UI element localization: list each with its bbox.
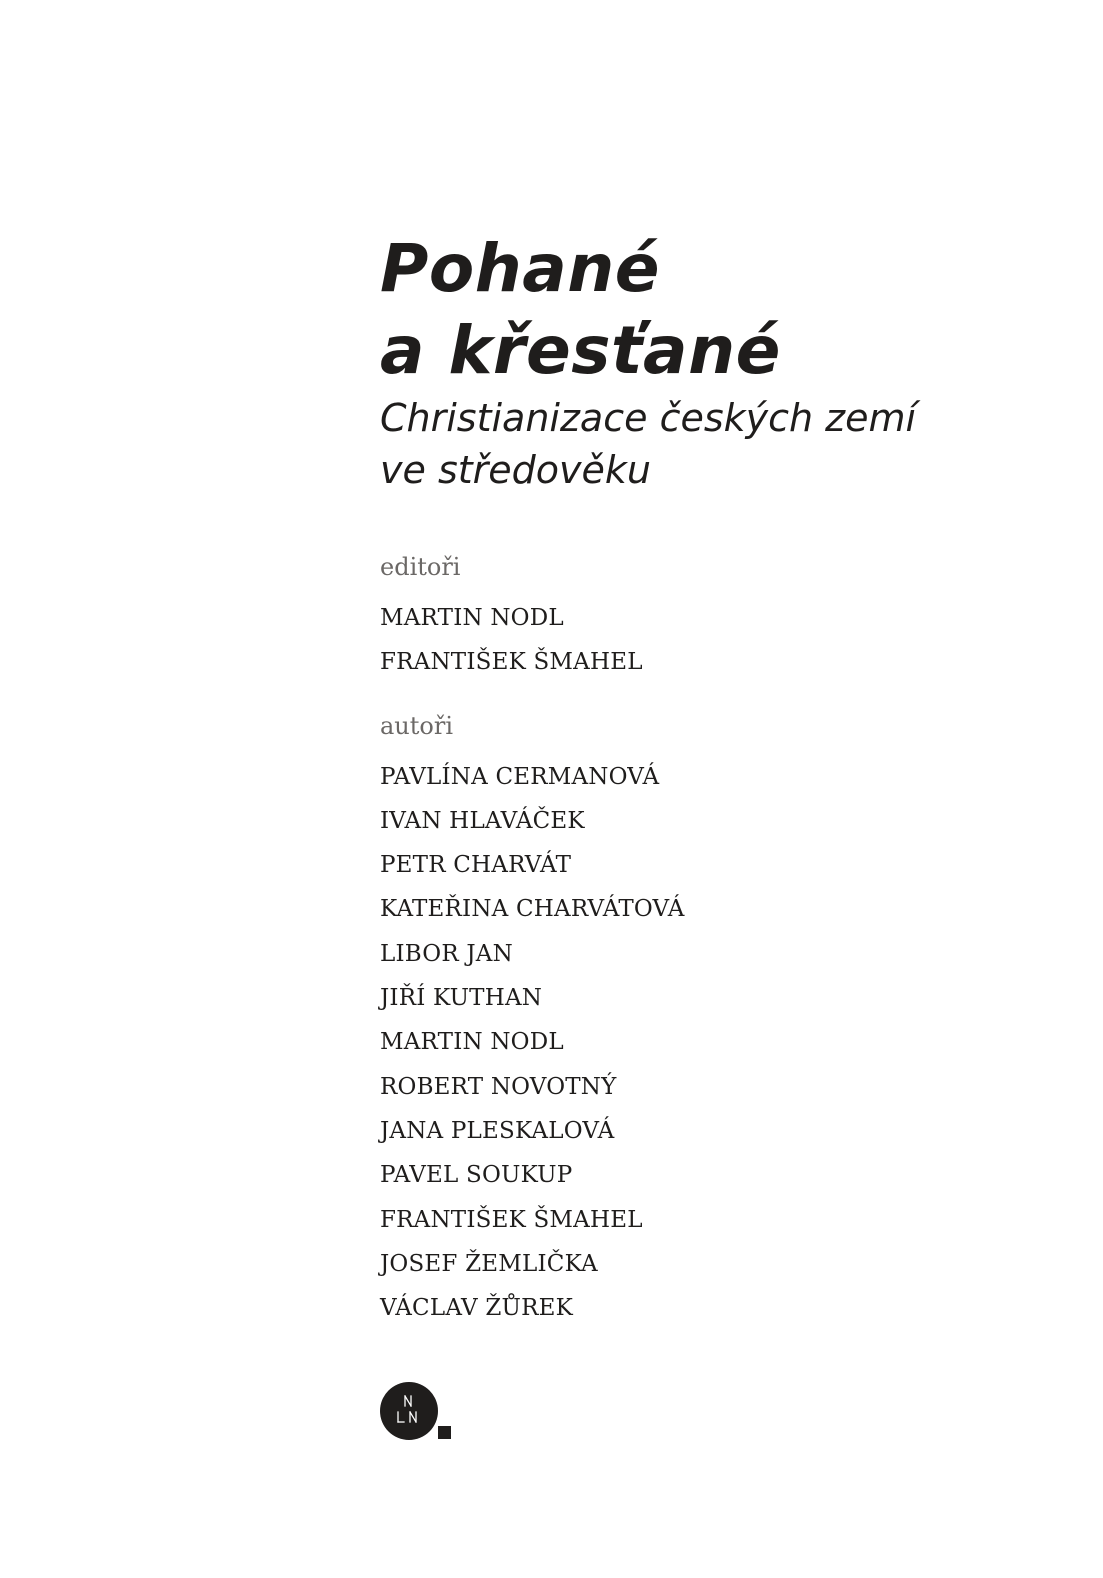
authors-label: autoři [380, 711, 454, 740]
book-title-line-1: Pohané [380, 230, 660, 307]
editor-name: FRANTIŠEK ŠMAHEL [380, 649, 643, 676]
author-name: JIŘÍ KUTHAN [380, 985, 543, 1012]
book-subtitle-line-2: ve středověku [380, 448, 651, 492]
book-subtitle [380, 392, 1060, 496]
authors-list [380, 755, 1060, 1331]
publisher-logo-svg [380, 1382, 454, 1442]
book-title-line-2: a křesťané [380, 312, 781, 389]
author-name: IVAN HLAVÁČEK [380, 807, 585, 834]
author-name: PETR CHARVÁT [380, 852, 572, 879]
book-subtitle-line-1: Christianizace českých zemí [380, 396, 917, 440]
author-name: PAVEL SOUKUP [380, 1162, 573, 1189]
editor-name: MARTIN NODL [380, 605, 564, 631]
author-name: KATEŘINA CHARVÁTOVÁ [380, 896, 685, 923]
publisher-logo-icon [380, 1382, 454, 1442]
author-name: JOSEF ŽEMLIČKA [380, 1250, 598, 1277]
author-name: FRANTIŠEK ŠMAHEL [380, 1206, 643, 1233]
author-name: JANA PLESKALOVÁ [380, 1117, 615, 1144]
title-block [380, 228, 1060, 1330]
author-name: MARTIN NODL [380, 1029, 564, 1056]
editors-label: editoři [380, 553, 461, 581]
author-name: LIBOR JAN [380, 940, 513, 967]
author-name: VÁCLAV ŽŮREK [380, 1295, 573, 1322]
author-name: PAVLÍNA CERMANOVÁ [380, 763, 660, 790]
author-name: ROBERT NOVOTNÝ [380, 1073, 617, 1100]
editors-list [380, 596, 1060, 685]
